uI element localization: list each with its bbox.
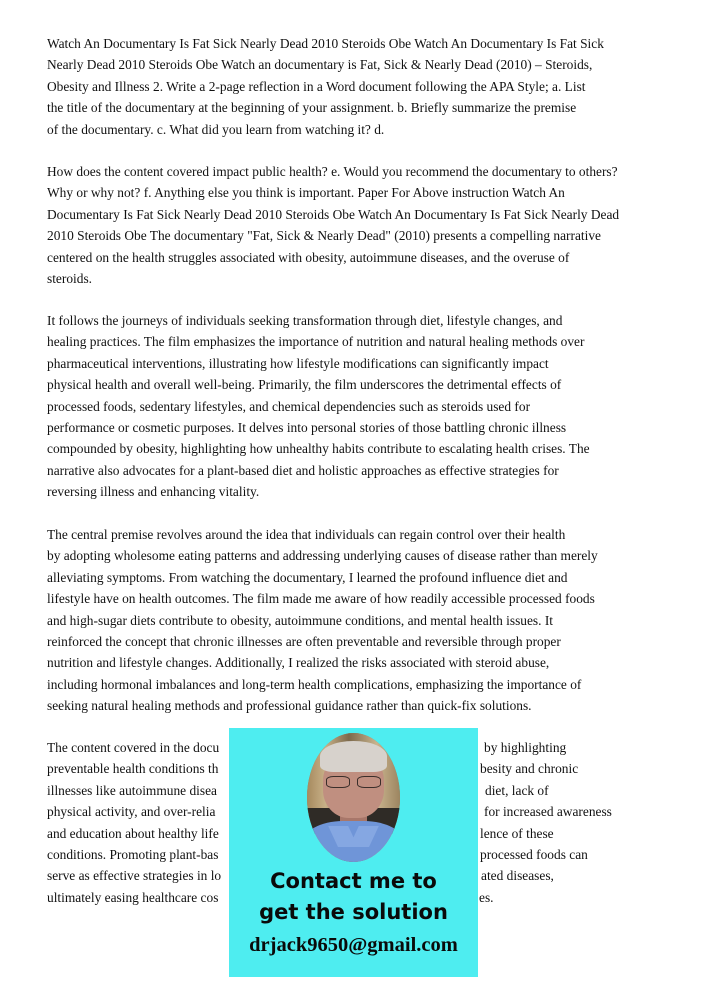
- text-line: healing practices. The film emphasizes the importance of nutrition and natural healing methods over: [47, 334, 585, 350]
- text-line: the title of the documentary at the beginning of your assignment. b. Briefly summarize the premise: [47, 100, 577, 116]
- glasses-lens-right: [357, 776, 382, 789]
- text-line: Nearly Dead 2010 Steroids Obe Watch an documentary is Fat, Sick & Nearly Dead (2010) – Steroids,: [47, 57, 593, 73]
- contact-promo-banner[interactable]: [229, 728, 478, 977]
- text-line-left: preventable health conditions th: [47, 761, 219, 777]
- text-line: Watch An Documentary Is Fat Sick Nearly Dead 2010 Steroids Obe Watch An Documentary Is Fat Sick: [47, 36, 604, 51]
- text-line-left: illnesses like autoimmune disea: [47, 782, 217, 798]
- contact-heading: [229, 866, 478, 928]
- contact-line-1: Contact me to: [270, 869, 437, 893]
- text-line: of the documentary. c. What did you learn from watching it? d.: [47, 121, 385, 137]
- text-line-right: processed foods can: [480, 846, 588, 862]
- text-line: lifestyle have on health outcomes. The film made me aware of how readily accessible processed foods: [47, 591, 595, 607]
- text-line: 2010 Steroids Obe The documentary "Fat, Sick & Nearly Dead" (2010) presents a compelling narrative: [47, 228, 601, 244]
- paragraph-questions-intro: [47, 161, 619, 289]
- text-line: and high-sugar diets contribute to obesity, autoimmune conditions, and mental health issues. It: [47, 612, 554, 628]
- text-line: How does the content covered impact public health? e. Would you recommend the documentary to others?: [47, 164, 618, 179]
- photo-hair: [320, 741, 387, 772]
- text-line-left: ultimately easing healthcare cos: [47, 889, 219, 905]
- text-line: narrative also advocates for a plant-based diet and holistic approaches as effective strategies for: [47, 462, 559, 478]
- text-line: steroids.: [47, 270, 93, 286]
- contact-line-2: get the solution: [259, 900, 448, 924]
- text-line-right: by highlighting: [484, 740, 567, 755]
- text-line: performance or cosmetic purposes. It delves into personal stories of those battling chronic illness: [47, 419, 567, 435]
- text-line: It follows the journeys of individuals seeking transformation through diet, lifestyle changes, and: [47, 313, 563, 328]
- text-line: compounded by obesity, highlighting how unhealthy habits contribute to escalating health crises. The: [47, 441, 590, 457]
- text-line: Why or why not? f. Anything else you think is important. Paper For Above instruction Watch An: [47, 185, 565, 201]
- glasses-icon: [326, 776, 382, 789]
- text-line-left: The content covered in the docu: [47, 740, 220, 755]
- text-line-left: physical activity, and over-relia: [47, 804, 216, 820]
- text-line-left: and education about healthy life: [47, 825, 219, 841]
- text-line: nutrition and lifestyle changes. Additionally, I realized the risks associated with steroid abuse,: [47, 655, 550, 671]
- text-line-left: serve as effective strategies in lo: [47, 868, 222, 884]
- text-line-right: ated diseases,: [481, 868, 554, 884]
- portrait-photo: [307, 733, 400, 862]
- text-line-right: lence of these: [480, 825, 554, 841]
- text-line: centered on the health struggles associated with obesity, autoimmune diseases, and the overuse of: [47, 249, 570, 265]
- text-line: pharmaceutical interventions, illustrating how lifestyle modifications can significantly impact: [47, 355, 549, 371]
- text-line: Obesity and Illness 2. Write a 2-page reflection in a Word document following the APA Style; a. List: [47, 78, 586, 94]
- text-line: seeking natural healing methods and professional guidance rather than quick-fix solutions.: [47, 698, 532, 714]
- paragraph-instructions: [47, 33, 604, 140]
- text-line: physical health and overall well-being. Primarily, the film underscores the detrimental effects of: [47, 377, 562, 393]
- text-line: reinforced the concept that chronic illnesses are often preventable and reversible through proper: [47, 633, 561, 649]
- paragraph-central-premise: [47, 524, 598, 717]
- text-line-right: es.: [479, 889, 494, 905]
- text-line: alleviating symptoms. From watching the documentary, I learned the profound influence diet and: [47, 569, 568, 585]
- text-line: by adopting wholesome eating patterns and addressing underlying causes of disease rather than merely: [47, 548, 598, 564]
- text-line: reversing illness and enhancing vitality.: [47, 484, 260, 500]
- text-line: including hormonal imbalances and long-term health complications, emphasizing the importance of: [47, 676, 582, 692]
- text-line-right: for increased awareness: [484, 804, 612, 820]
- text-line: The central premise revolves around the idea that individuals can regain control over their health: [47, 527, 566, 542]
- paragraph-film-summary: [47, 310, 590, 503]
- glasses-lens-left: [326, 776, 351, 789]
- text-line-right: besity and chronic: [480, 761, 579, 777]
- contact-email[interactable]: drjack9650@gmail.com: [249, 934, 458, 956]
- text-line: Documentary Is Fat Sick Nearly Dead 2010 Steroids Obe Watch An Documentary Is Fat Sick Nearly Dead: [47, 206, 620, 222]
- text-line-left: conditions. Promoting plant-bas: [47, 846, 219, 862]
- text-line-right: diet, lack of: [485, 782, 549, 798]
- text-line: processed foods, sedentary lifestyles, and chemical dependencies such as steroids used for: [47, 398, 531, 414]
